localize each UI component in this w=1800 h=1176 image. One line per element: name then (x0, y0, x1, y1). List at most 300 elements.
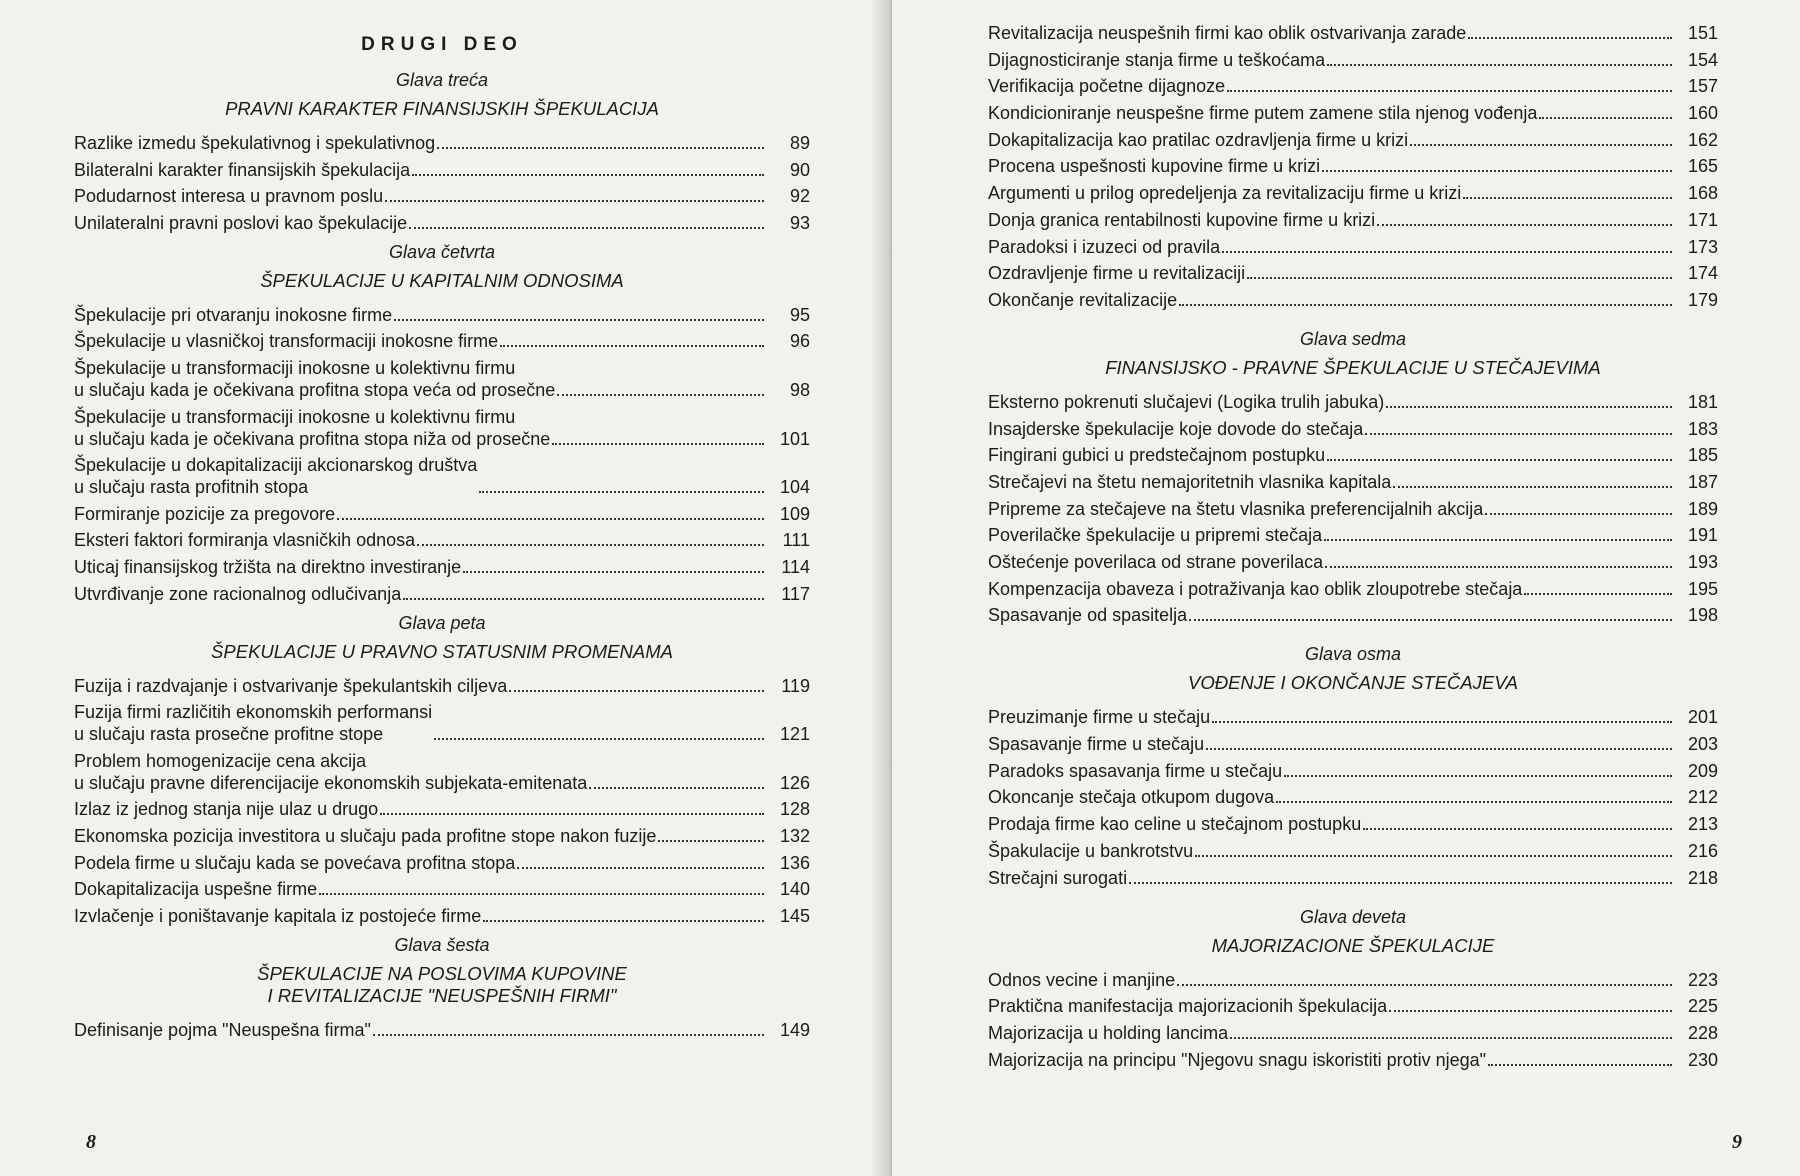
chapter-title (74, 98, 810, 120)
toc-entry-line: Pripreme za stečajeve na štetu vlasnika preferencijalnih akcija (988, 498, 1484, 519)
dot-leader (1179, 304, 1672, 306)
dot-leader (1386, 406, 1672, 408)
toc-entry[interactable] (988, 262, 1718, 284)
toc-entry[interactable] (988, 1049, 1718, 1071)
toc-entry-line: Špekulacije pri otvaranju inokosne firme (74, 304, 393, 325)
toc-entry-line: Razlike izmedu špekulativnog i spekulativnog (74, 133, 436, 153)
dot-leader (509, 690, 764, 692)
toc-entry-title (74, 878, 317, 900)
toc-entry-title (988, 289, 1177, 311)
toc-entry[interactable] (988, 182, 1718, 204)
toc-entry-title (988, 498, 1483, 520)
toc-entry-title (74, 1019, 371, 1041)
toc-entry-line: Majorizacija na principu "Njegovu snagu iskoristiti protiv njega" (988, 1049, 1487, 1070)
toc-entry-line: Preuzimanje firme u stečaju (988, 707, 1211, 728)
left-page (0, 0, 890, 1176)
toc-entry-line: u slučaju kada je očekivana profitna stopa veća od prosečne (74, 379, 556, 400)
toc-entry-title (988, 760, 1282, 782)
dot-leader (1230, 1037, 1672, 1039)
toc-entry[interactable] (74, 583, 810, 605)
chapter-label: Glava treća (395, 70, 489, 90)
toc-entry-title (74, 825, 656, 847)
toc-entry-line: Ozdravljenje firme u revitalizaciji (988, 263, 1246, 284)
chapter-label: Glava peta (398, 612, 486, 633)
toc-page-number: 162 (1687, 129, 1718, 150)
toc-entry-line: Odnos vecine i manjine (988, 969, 1176, 990)
right-toc (988, 22, 1718, 1071)
toc-entry[interactable] (988, 129, 1718, 151)
toc-entry-title (988, 995, 1387, 1017)
toc-entry-title (74, 503, 335, 525)
toc-entry-line: Prodaja firme kao celine u stečajnom postupku (988, 814, 1362, 835)
toc-page-number: 212 (1687, 787, 1718, 808)
toc-entry[interactable] (988, 786, 1718, 808)
dot-leader (1276, 801, 1672, 803)
toc-page-number: 119 (781, 675, 810, 696)
chapter-title-line: VOĐENJE I OKONČANJE STEČAJEVA (1188, 672, 1518, 694)
dot-leader (1322, 170, 1672, 172)
toc-entry-title (988, 182, 1461, 204)
dot-leader (552, 443, 764, 445)
toc-page-number: 216 (1687, 840, 1718, 861)
toc-entry-title (988, 524, 1322, 546)
dot-leader (1195, 855, 1672, 857)
toc-entry[interactable] (988, 75, 1718, 97)
toc-entry-title (988, 75, 1225, 97)
chapter-title (74, 641, 810, 663)
toc-entry-line: Eksteri faktori formiranja vlasničkih odnosa (74, 530, 416, 551)
toc-entry[interactable] (988, 969, 1718, 991)
toc-entry[interactable] (74, 454, 810, 498)
toc-entry[interactable] (74, 330, 810, 352)
toc-page-number: 121 (779, 724, 810, 745)
toc-entry-title (74, 675, 507, 697)
toc-entry-line: Špekulacije u dokapitalizaciji akcionarskog društva (74, 455, 478, 476)
toc-entry[interactable] (988, 209, 1718, 231)
toc-page-number: 179 (1687, 289, 1718, 310)
toc-entry-line: Paradoksi i izuzeci od pravila (988, 236, 1221, 257)
toc-entry-line: Izlaz iz jednog stanja nije ulaz u drugo (74, 799, 379, 820)
toc-entry-line: Bilateralni karakter finansijskih špekulacija (74, 159, 411, 180)
toc-entry[interactable] (74, 675, 810, 697)
toc-entry[interactable] (988, 471, 1718, 493)
toc-entry[interactable] (74, 905, 810, 927)
toc-entry[interactable] (74, 212, 810, 234)
toc-entry-title (74, 529, 415, 551)
dot-leader (1327, 459, 1672, 461)
toc-entry-title (74, 132, 435, 154)
chapter-title-line: PRAVNI KARAKTER FINANSIJSKIH ŠPEKULACIJA (225, 98, 659, 119)
dot-leader (479, 491, 764, 493)
dot-leader (1284, 775, 1672, 777)
toc-entry-line: Kompenzacija obaveza i potraživanja kao oblik zloupotrebe stečaja (988, 578, 1523, 599)
toc-entry-title (74, 798, 378, 820)
toc-page-number: 95 (789, 304, 810, 325)
toc-entry-line: Fuzija firmi različitih ekonomskih performansi (74, 702, 433, 723)
toc-entry[interactable] (988, 551, 1718, 573)
toc-entry-title (74, 185, 383, 207)
dot-leader (1463, 197, 1672, 199)
chapter-title (74, 963, 810, 1007)
dot-leader (1327, 64, 1672, 66)
chapter-label: Glava sedma (1299, 328, 1407, 349)
toc-page-number: 225 (1687, 996, 1718, 1017)
dot-leader (434, 738, 764, 740)
toc-page-number: 111 (782, 530, 810, 551)
toc-page-number: 101 (779, 428, 810, 449)
chapter-label: Glava četvrta (388, 241, 496, 262)
toc-page-number: 165 (1687, 156, 1718, 177)
toc-section (74, 242, 810, 605)
toc-entry-line: Utvrđivanje zone racionalnog odlučivanja (74, 583, 402, 604)
dot-leader (1539, 117, 1672, 119)
toc-entry-title (988, 578, 1522, 600)
toc-section (74, 70, 810, 234)
toc-entry[interactable] (74, 750, 810, 794)
toc-section (988, 329, 1718, 627)
toc-entry-title (74, 701, 432, 745)
toc-entry[interactable] (74, 159, 810, 181)
toc-entry-title (74, 454, 477, 498)
toc-entry[interactable] (988, 22, 1718, 44)
toc-entry-title (74, 852, 515, 874)
toc-entry-line: Oštećenje poverilaca od strane poverilaca (988, 552, 1324, 572)
dot-leader (1129, 882, 1672, 884)
toc-entry-title (988, 786, 1274, 808)
toc-entry[interactable] (74, 529, 810, 551)
toc-page-number: 104 (779, 477, 810, 498)
toc-entry-title (988, 706, 1210, 728)
toc-page-number: 128 (779, 799, 810, 820)
toc-entry-title (988, 262, 1245, 284)
chapter-title (74, 270, 810, 292)
toc-entry[interactable] (988, 760, 1718, 782)
toc-section (988, 907, 1718, 1071)
toc-entry-line: u slučaju pravne diferencijacije ekonomskih subjekata-emitenata (74, 772, 588, 793)
toc-page-number: 154 (1687, 49, 1718, 70)
toc-page-number: 132 (779, 825, 810, 846)
toc-entry-title (74, 583, 401, 605)
toc-section (74, 935, 810, 1041)
toc-page-number: 185 (1687, 445, 1718, 466)
chapter-label: Glava deveta (1299, 906, 1407, 927)
toc-entry-line: Verifikacija početne dijagnoze (988, 76, 1226, 97)
right-page (892, 0, 1800, 1176)
dot-leader (1389, 1010, 1672, 1012)
toc-entry-line: u slučaju rasta profitnih stopa (74, 477, 309, 498)
toc-entry[interactable] (74, 878, 810, 900)
left-toc (74, 70, 810, 1041)
chapter-title-line: MAJORIZACIONE ŠPEKULACIJE (1211, 934, 1495, 956)
toc-entry[interactable] (74, 852, 810, 874)
dot-leader (337, 518, 764, 520)
toc-entry-line: Ekonomska pozicija investitora u slučaju pada profitne stope nakon fuzije (74, 825, 657, 846)
dot-leader (403, 598, 764, 600)
dot-leader (409, 227, 764, 229)
toc-page-number: 160 (1687, 103, 1718, 124)
toc-entry-title (988, 418, 1363, 440)
toc-entry-title (988, 733, 1204, 755)
toc-entry-line: Spasavanje od spasitelja (988, 605, 1188, 626)
toc-entry[interactable] (74, 701, 810, 745)
toc-entry-line: Spasavanje firme u stečaju (988, 734, 1205, 755)
toc-entry-line: Insajderske špekulacije koje dovode do stečaja (988, 418, 1364, 439)
toc-page-number: 149 (779, 1019, 810, 1040)
toc-page-number: 126 (779, 772, 810, 793)
toc-entry-line: Izvlačenje i poništavanje kapitala iz postojeće firme (74, 905, 482, 926)
toc-page-number: 218 (1687, 867, 1718, 888)
toc-entry[interactable] (74, 132, 810, 154)
dot-leader (319, 893, 764, 895)
toc-entry[interactable] (988, 578, 1718, 600)
toc-entry[interactable] (74, 357, 810, 401)
toc-entry-title (988, 102, 1537, 124)
dot-leader (417, 544, 764, 546)
toc-entry[interactable] (74, 556, 810, 578)
toc-entry-title (988, 391, 1384, 413)
toc-page-number: 96 (789, 331, 810, 352)
toc-entry-title (74, 905, 481, 927)
toc-entry[interactable] (988, 236, 1718, 258)
toc-entry-line: Fingirani gubici u predstečajnom postupku (988, 445, 1326, 466)
toc-page-number: 90 (789, 159, 810, 180)
toc-entry-title (74, 330, 498, 352)
toc-page-number: 92 (789, 186, 810, 207)
dot-leader (437, 147, 764, 149)
toc-entry-title (988, 969, 1175, 991)
toc-page-number: 140 (779, 879, 810, 900)
toc-entry-line: Problem homogenizacije cena akcija (74, 750, 367, 771)
dot-leader (385, 200, 764, 202)
dot-leader (500, 345, 764, 347)
toc-entry-line: Okončanje revitalizacije (988, 289, 1178, 310)
chapter-title (988, 357, 1718, 379)
toc-entry[interactable] (74, 406, 810, 450)
toc-entry-title (988, 22, 1466, 44)
dot-leader (1189, 619, 1672, 621)
toc-page-number: 213 (1687, 814, 1718, 835)
toc-entry[interactable] (988, 813, 1718, 835)
dot-leader (1247, 277, 1672, 279)
toc-entry[interactable] (988, 155, 1718, 177)
toc-page-number: 117 (781, 583, 810, 604)
toc-page-number: 181 (1687, 391, 1718, 412)
toc-entry-line: u slučaju kada je očekivana profitna stopa niža od prosečne (74, 428, 551, 449)
toc-entry[interactable] (988, 604, 1718, 626)
toc-entry-title (988, 471, 1391, 493)
toc-entry-line: Revitalizacija neuspešnih firmi kao oblik ostvarivanja zarade (988, 23, 1467, 43)
toc-entry-line: Kondicioniranje neuspešne firme putem zamene stila njenog vođenja (988, 103, 1538, 124)
toc-entry[interactable] (988, 733, 1718, 755)
toc-entry-line: Argumenti u prilog opredeljenja za revitalizaciju firme u krizi (988, 183, 1462, 204)
chapter-title (988, 672, 1718, 694)
toc-entry[interactable] (988, 102, 1718, 124)
toc-entry-title (988, 444, 1325, 466)
toc-entry-line: Okoncanje stečaja otkupom dugova (988, 787, 1275, 808)
toc-entry-line: Eksterno pokrenuti slučajevi (Logika trulih jabuka) (988, 391, 1385, 412)
toc-entry-title (988, 840, 1193, 862)
toc-page-number: 201 (1687, 707, 1718, 728)
dot-leader (1485, 513, 1672, 515)
dot-leader (1524, 593, 1672, 595)
chapter-title-line: ŠPEKULACIJE U KAPITALNIM ODNOSIMA (260, 269, 624, 291)
toc-page-number: 183 (1687, 418, 1718, 439)
dot-leader (517, 867, 764, 869)
dot-leader (1325, 566, 1672, 568)
toc-page-number: 209 (1687, 760, 1718, 781)
toc-entry-line: Formiranje pozicije za pregovore (74, 503, 336, 524)
toc-entry[interactable] (74, 304, 810, 326)
chapter-label: Glava osma (1304, 644, 1402, 665)
toc-entry[interactable] (988, 995, 1718, 1017)
dot-leader (1212, 721, 1672, 723)
toc-page-number: 93 (789, 212, 810, 233)
toc-entry-line: Uticaj finansijskog tržišta na direktno investiranje (74, 556, 462, 577)
toc-page-number: 98 (789, 379, 810, 400)
toc-entry[interactable] (988, 1022, 1718, 1044)
toc-entry-title (74, 406, 550, 450)
toc-entry-line: u slučaju rasta prosečne profitne stope (74, 724, 384, 745)
toc-page-number: 173 (1687, 236, 1718, 257)
toc-entry-line: Podudarnost interesa u pravnom poslu (74, 186, 384, 207)
toc-entry-line: Poverilačke špekulacije u pripremi stečaja (988, 525, 1323, 546)
toc-entry-title (74, 357, 555, 401)
dot-leader (483, 920, 764, 922)
toc-entry-title (988, 604, 1187, 626)
toc-page-number: 228 (1687, 1022, 1718, 1043)
toc-entry-line: Špakulacije u bankrotstvu (988, 840, 1194, 861)
toc-page-number: 136 (779, 852, 810, 873)
toc-page-number: 109 (779, 503, 810, 524)
toc-entry-title (988, 236, 1220, 258)
toc-entry[interactable] (74, 798, 810, 820)
dot-leader (1324, 539, 1672, 541)
toc-entry[interactable] (74, 1019, 810, 1041)
toc-entry-line: Paradoks spasavanja firme u stečaju (988, 760, 1283, 781)
toc-page-number: 203 (1687, 734, 1718, 755)
dot-leader (412, 174, 764, 176)
dot-leader (589, 787, 764, 789)
toc-entry[interactable] (74, 185, 810, 207)
toc-entry-line: Dijagnosticiranje stanja firme u teškoćama (988, 49, 1326, 70)
dot-leader (1393, 486, 1672, 488)
toc-page-number: 189 (1687, 498, 1718, 519)
dot-leader (658, 840, 764, 842)
chapter-title-line: ŠPEKULACIJE U PRAVNO STATUSNIM PROMENAMA (211, 640, 673, 662)
toc-entry[interactable] (74, 825, 810, 847)
toc-entry[interactable] (988, 418, 1718, 440)
toc-entry-line: Donja granica rentabilnosti kupovine firme u krizi (988, 209, 1376, 230)
toc-entry-title (74, 212, 407, 234)
part-title: DRUGI DEO (361, 34, 523, 55)
dot-leader (557, 394, 764, 396)
toc-page-number: 171 (1687, 209, 1718, 230)
toc-entry-title (988, 209, 1375, 231)
toc-page-number: 168 (1687, 183, 1718, 204)
page-number-left: 8 (86, 1131, 96, 1153)
toc-entry-line: Definisanje pojma "Neuspešna firma" (74, 1019, 371, 1040)
toc-entry-line: Unilateralni pravni poslovi kao špekulacije (74, 212, 408, 233)
toc-entry[interactable] (988, 289, 1718, 311)
toc-entry[interactable] (74, 503, 810, 525)
toc-entry[interactable] (988, 524, 1718, 546)
page-number-right: 9 (1732, 1131, 1742, 1153)
dot-leader (1468, 37, 1672, 39)
toc-entry-title (74, 304, 392, 326)
toc-entry-title (74, 750, 587, 794)
toc-entry-line: Procena uspešnosti kupovine firme u krizi (988, 156, 1321, 177)
toc-page-number: 157 (1687, 76, 1718, 97)
toc-entry-line: Majorizacija u holding lancima (988, 1022, 1229, 1043)
dot-leader (373, 1034, 764, 1036)
toc-entry-line: Fuzija i razdvajanje i ostvarivanje špekulantskih ciljeva (74, 675, 508, 696)
toc-page-number: 195 (1687, 578, 1718, 599)
toc-entry[interactable] (988, 391, 1718, 413)
toc-entry-line: Špekulacije u transformaciji inokosne u kolektivnu firmu (74, 357, 516, 378)
toc-page-number: 151 (1687, 23, 1718, 43)
toc-page-number: 230 (1687, 1049, 1718, 1070)
toc-entry[interactable] (988, 444, 1718, 466)
chapter-title-line: FINANSIJSKO - PRAVNE ŠPEKULACIJE U STEČAJEVIMA (1105, 356, 1601, 378)
dot-leader (1222, 251, 1672, 253)
toc-section (988, 644, 1718, 888)
toc-entry-line: Strečajni surogati (988, 867, 1128, 888)
chapter-title (988, 935, 1718, 957)
dot-leader (1227, 90, 1672, 92)
chapter-label: Glava šesta (394, 934, 490, 955)
toc-entry-title (988, 813, 1361, 835)
toc-section (988, 22, 1718, 311)
toc-entry-line: Špekulacije u vlasničkoj transformaciji inokosne firme (74, 331, 499, 352)
toc-entry-title (988, 551, 1323, 573)
toc-entry[interactable] (988, 49, 1718, 71)
toc-page-number: 187 (1687, 471, 1718, 492)
toc-page-number: 174 (1687, 263, 1718, 284)
toc-entry-title (988, 867, 1127, 889)
dot-leader (463, 571, 764, 573)
toc-entry-title (988, 129, 1408, 151)
toc-entry-title (988, 49, 1325, 71)
toc-page-number: 89 (789, 133, 810, 153)
toc-entry[interactable] (988, 498, 1718, 520)
toc-entry-title (74, 556, 461, 578)
toc-entry[interactable] (988, 867, 1718, 889)
chapter-title-line: I REVITALIZACIJE "NEUSPEŠNIH FIRMI" (267, 984, 617, 1006)
chapter-title-line: ŠPEKULACIJE NA POSLOVIMA KUPOVINE (257, 962, 627, 984)
toc-page-number: 114 (781, 556, 810, 577)
toc-entry[interactable] (988, 840, 1718, 862)
toc-page-number: 198 (1687, 605, 1718, 626)
toc-entry-line: Praktična manifestacija majorizacionih špekulacija (988, 996, 1388, 1017)
toc-page-number: 223 (1687, 969, 1718, 990)
dot-leader (1410, 144, 1672, 146)
toc-entry-title (74, 159, 410, 181)
toc-page-number: 193 (1687, 552, 1718, 572)
toc-entry-line: Dokapitalizacija uspešne firme (74, 879, 318, 900)
toc-entry[interactable] (988, 706, 1718, 728)
toc-page-number: 145 (779, 905, 810, 926)
dot-leader (1377, 224, 1672, 226)
dot-leader (1206, 748, 1672, 750)
dot-leader (380, 813, 764, 815)
dot-leader (1365, 433, 1672, 435)
dot-leader (1488, 1064, 1672, 1066)
toc-entry-title (988, 1022, 1228, 1044)
toc-entry-line: Podela firme u slučaju kada se povećava profitna stopa (74, 852, 516, 873)
toc-section (74, 613, 810, 927)
toc-entry-title (988, 155, 1320, 177)
toc-entry-line: Strečajevi na štetu nemajoritetnih vlasnika kapitala (988, 471, 1392, 492)
